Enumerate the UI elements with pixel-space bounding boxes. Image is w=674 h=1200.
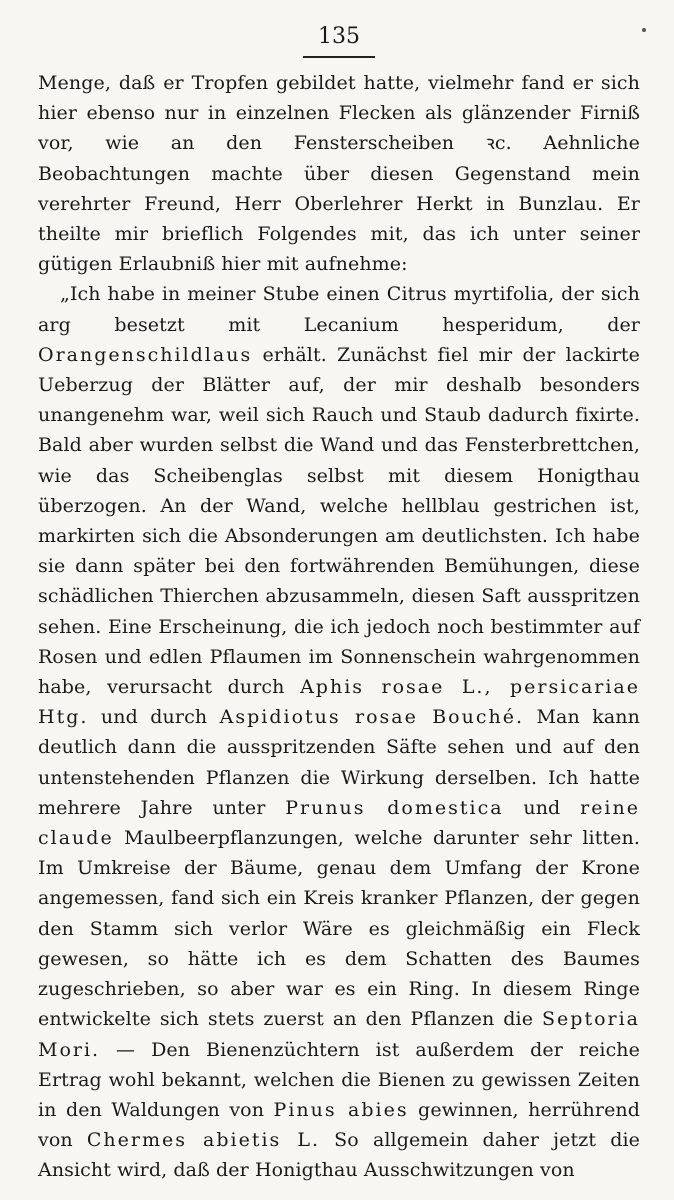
paragraph-1: Menge, daß er Tropfen gebildet hatte, vielmehr fand er sich hier ebenso nur in einzelnen Flecken als glänzender Firniß vor, wie an den Fensterscheiben ꝛc. Aehnliche Beobachtungen machte über diesen Gegenstand mein verehrter Freund, Herr Oberlehrer Herkt in Bunzlau. Er theilte mir brieflich Folgendes mit, das ich unter seiner gütigen Erlaubniß hier mit aufnehme:: [38, 72, 640, 276]
species-name: Prunus domestica: [285, 796, 504, 819]
species-name: reine claude: [38, 796, 640, 850]
page-number-rule: [303, 56, 375, 58]
text-run: gewinnen, herrührend von: [38, 1098, 641, 1152]
book-page: [38, 22, 640, 1182]
page-number: 135: [318, 24, 360, 49]
species-name: Pinus abies: [273, 1098, 409, 1121]
text-run: So allgemein daher jetzt die Ansicht wird, daß der Honigthau Ausschwitzungen von: [38, 1129, 640, 1182]
spaced-term: Orangenschildlaus: [38, 343, 253, 366]
speck-mark: [642, 28, 646, 32]
text-run: „Ich habe in meiner Stube einen Citrus myrtifolia, der sich arg besetzt mit Lecanium hesperidum, der: [38, 283, 640, 336]
species-name: Aspidiotus rosae Bouché.: [219, 706, 525, 729]
text-run: Man kann deutlich dann die ausspritzenden Säfte sehen und auf den untenstehenden Pflanzen die Wirkung derselben. Ich hatte mehrere Jahre unter: [38, 706, 640, 819]
text-run: erhält. Zunächst fiel mir der lackirte Ueberzug der Blätter auf, der mir deshalb besonders unangenehm war, weil sich Rauch und Staub dadurch fixirte. Bald aber wurden selbst die Wand und das Fensterbrettchen, wie das Scheibenglas selbst mit diesem Honigthau überzogen. An der Wand, welche hellblau gestrichen ist, markirten sich die Absonderungen am deutlichsten. Ich habe sie dann später bei den fortwährenden Bemühungen, diese schädlichen Thierchen abzusammeln, diesen Saft ausspritzen sehen. Eine Erscheinung, die ich jedoch noch bestimmter auf Rosen und edlen Pflaumen im Sonnenschein wahrgenommen habe, verursacht durch: [38, 343, 640, 699]
text-run: — Den Bienenzüchtern ist außerdem der reiche Ertrag wohl bekannt, welchen die Bienen zu gewissen Zeiten in den Waldungen von: [38, 1038, 640, 1121]
text-run: Maulbeerpflanzungen, welche darunter sehr litten. Im Umkreise der Bäume, genau dem Umfang der Krone angemessen, fand sich ein Kreis kranker Pflanzen, der gegen den Stamm sich verlor Wäre es gleichmäßig ein Fleck gewesen, so hätte ich es dem Schatten des Baumes zugeschrieben, so aber war es ein Ring. In diesem Ringe entwickelte sich stets zuerst an den Pflanzen die: [38, 827, 640, 1031]
species-name: Chermes abietis L.: [86, 1129, 320, 1152]
species-name: Septoria Mori.: [38, 1008, 640, 1061]
text-run: und durch: [88, 706, 220, 729]
species-name: Aphis rosae L., persicariae Htg.: [38, 676, 641, 729]
paragraph-2: [38, 279, 640, 1185]
text-run: und: [503, 796, 581, 819]
body-text: [38, 68, 640, 1186]
